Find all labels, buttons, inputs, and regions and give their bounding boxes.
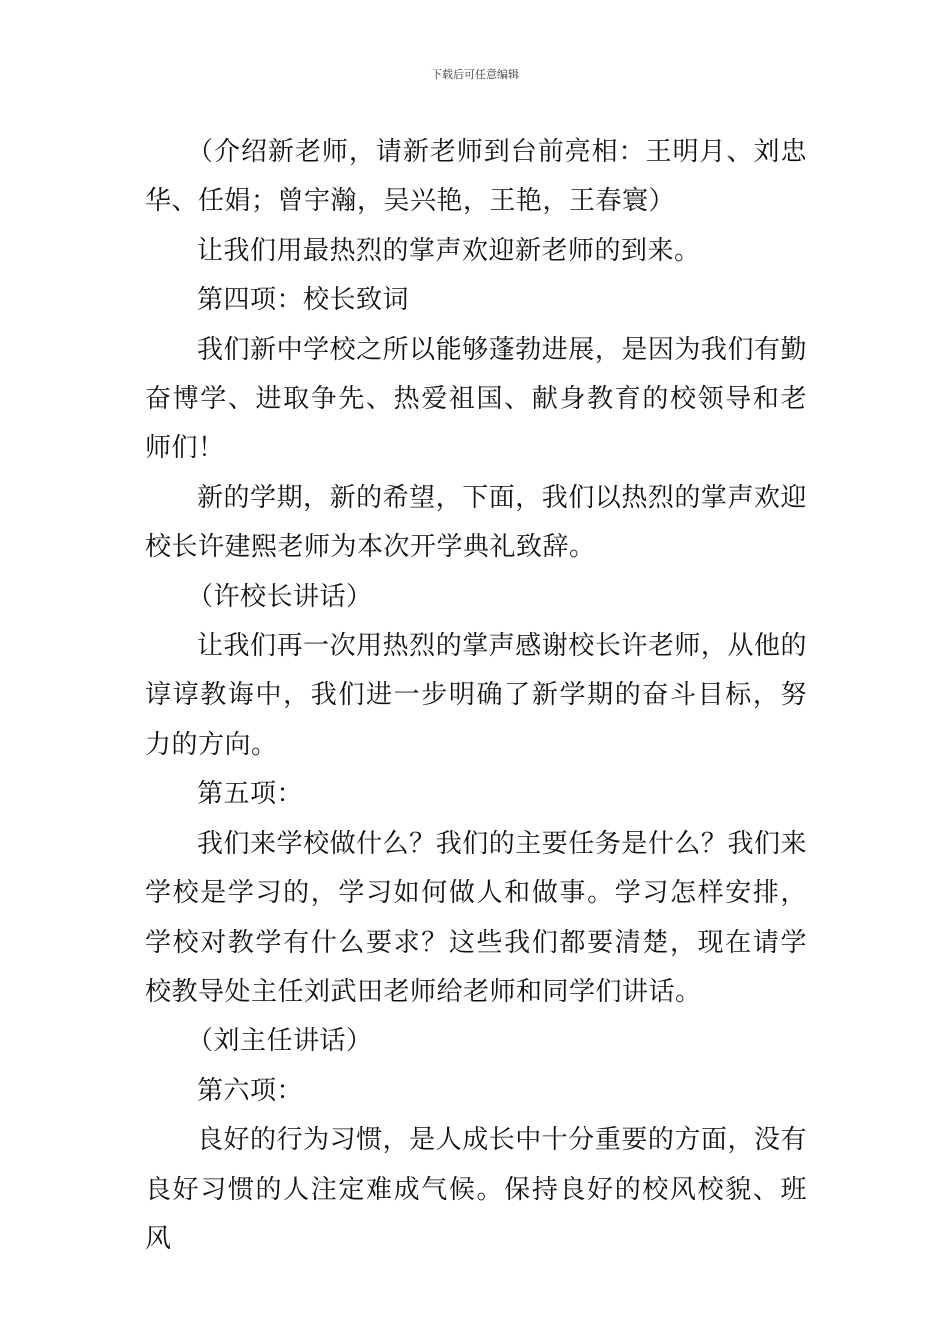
paragraph-welcome: 让我们用最热烈的掌声欢迎新老师的到来。 [197,235,701,266]
document-body [145,128,807,1264]
item-heading-4: 第四项：校长致词 [197,285,410,316]
paragraph-thanks-principal: 让我们再一次用热烈的掌声感谢校长许老师，从他的谆谆教诲中，我们进一步明确了新学期的奋斗目标，努力的方向。 [145,631,807,760]
page-header-note: 下载后可任意编辑 [431,68,519,81]
paragraph-school-development: 我们新中学校之所以能够蓬勃进展，是因为我们有勤奋博学、进取争先、热爱祖国、献身教育的校领导和老师们！ [145,334,807,464]
paragraph-study-task: 我们来学校做什么？我们的主要任务是什么？我们来学校是学习的，学习如何做人和做事。学习怎样安排，学校对教学有什么要求？这些我们都要清楚，现在请学校教导处主任刘武田老师给老师和同学们讲话。 [145,828,807,1007]
paragraph-good-habits: 良好的行为习惯，是人成长中十分重要的方面，没有良好习惯的人注定难成气候。保持良好的校风校貌、班风 [145,1125,807,1254]
paragraph-principal-speech: （许校长讲话） [187,581,373,612]
paragraph-new-teachers: （介绍新老师，请新老师到台前亮相：王明月、刘忠华、任娟；曾宇瀚，吴兴艳，王艳，王春寰） [145,137,807,217]
item-heading-6: 第六项： [197,1075,304,1106]
paragraph-principal-intro: 新的学期，新的希望，下面，我们以热烈的掌声欢迎校长许建熙老师为本次开学典礼致辞。 [145,482,807,563]
item-heading-5: 第五项： [197,779,304,810]
paragraph-director-speech: （刘主任讲话） [187,1026,373,1057]
